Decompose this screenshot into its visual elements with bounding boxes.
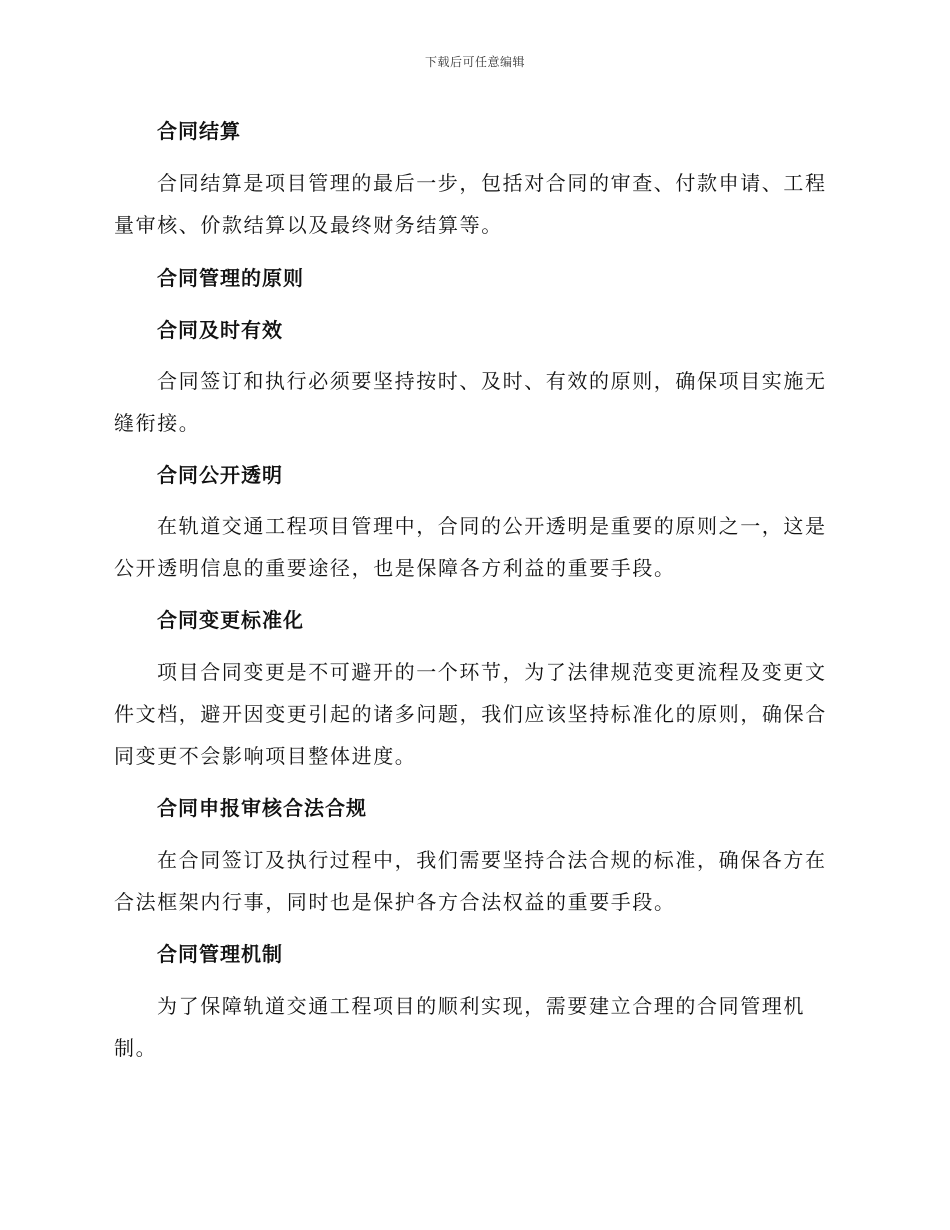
paragraph-line: 项目合同变更是不可避开的一个环节，为了法律规范变更流程及变更文 (157, 660, 827, 684)
paragraph-line: 合同签订和执行必须要坚持按时、及时、有效的原则，确保项目实施无 (157, 369, 827, 393)
paragraph-line: 合同结算是项目管理的最后一步，包括对合同的审查、付款申请、工程 (157, 171, 827, 195)
paragraph-line: 量审核、价款结算以及最终财务结算等。 (114, 213, 503, 237)
section-heading: 合同管理机制 (157, 942, 283, 966)
section-heading: 合同公开透明 (157, 463, 283, 487)
section-heading: 合同变更标准化 (157, 608, 304, 632)
paragraph-line: 件文档，避开因变更引起的诸多问题，我们应该坚持标准化的原则，确保合 (114, 702, 827, 726)
section-heading: 合同申报审核合法合规 (157, 796, 367, 820)
page-header: 下载后可任意编辑 (424, 55, 525, 69)
paragraph-line: 公开透明信息的重要途径，也是保障各方利益的重要手段。 (114, 556, 676, 580)
paragraph-line: 合法框架内行事，同时也是保护各方合法权益的重要手段。 (114, 890, 676, 914)
paragraph-line: 同变更不会影响项目整体进度。 (114, 744, 417, 768)
paragraph-line: 制。 (114, 1036, 158, 1060)
section-heading: 合同及时有效 (157, 318, 283, 342)
paragraph-line: 在合同签订及执行过程中，我们需要坚持合法合规的标准，确保各方在 (157, 848, 827, 872)
paragraph-line: 在轨道交通工程项目管理中，合同的公开透明是重要的原则之一，这是 (157, 514, 827, 538)
paragraph-line: 缝衔接。 (114, 411, 201, 435)
paragraph-line: 为了保障轨道交通工程项目的顺利实现，需要建立合理的合同管理机 (157, 994, 805, 1018)
section-heading: 合同结算 (157, 119, 241, 143)
section-heading: 合同管理的原则 (157, 266, 304, 290)
